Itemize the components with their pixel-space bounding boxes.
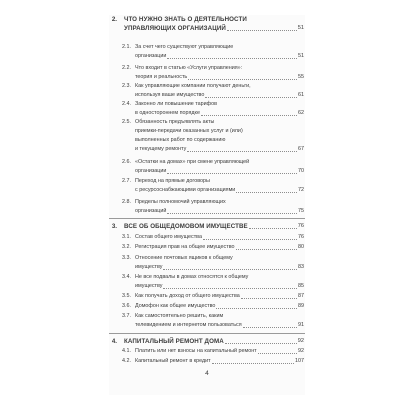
toc-entry-title-line: Законно ли повышение тарифов (135, 101, 217, 107)
toc-entry-title-line: Пределы полномочий управляющих (135, 199, 226, 205)
toc-entry-title-line: Как самостоятельно решить, каким (135, 313, 224, 319)
toc-leader-dots (163, 268, 297, 270)
toc-section (109, 64, 305, 82)
toc-entry-number: 3.5. (122, 293, 131, 299)
toc-page-number: 62 (298, 110, 304, 116)
toc-leader-dots (243, 326, 297, 328)
toc-section (109, 158, 305, 176)
toc-page-number: 92 (298, 348, 304, 354)
toc-section (109, 100, 305, 118)
toc-section (109, 357, 305, 366)
toc-entry-number: 3.4. (122, 274, 131, 280)
toc-page-number: 67 (298, 146, 304, 152)
toc-leader-dots (205, 96, 297, 98)
chapter-divider (109, 218, 305, 219)
toc-leader-dots (167, 172, 297, 174)
toc-leader-dots (167, 212, 297, 214)
toc-entry-title-line: с ресурсоснабжающими организациями (135, 187, 236, 193)
toc-entry-title-line: теория и реальность (135, 74, 188, 80)
toc-section (109, 43, 305, 61)
toc-entry-number: 2.8. (122, 199, 131, 205)
toc-page-number: 51 (298, 53, 304, 59)
toc-entry-number: 2. (111, 16, 117, 23)
toc-entry-number: 3.2. (122, 244, 131, 250)
toc-page-number: 107 (295, 358, 304, 364)
toc-entry-title-line: в одностороннем порядке (135, 110, 200, 116)
toc-entry-title-line: ЧТО НУЖНО ЗНАТЬ О ДЕЯТЕЛЬНОСТИ (124, 16, 247, 23)
toc-entry-title-line: имуществу (135, 283, 163, 289)
toc-page-number: 92 (297, 338, 304, 344)
toc-section (109, 118, 305, 154)
toc-page-number: 87 (298, 293, 304, 299)
toc-page-number: 75 (298, 208, 304, 214)
toc-leader-dots (236, 248, 297, 250)
page-number: 4 (205, 370, 209, 377)
toc-leader-dots (201, 114, 297, 116)
toc-entry-title-line: и текущему ремонту (135, 146, 187, 152)
toc-leader-dots (258, 352, 297, 354)
toc-entry-title-line: Переход на прямые договоры (135, 178, 210, 184)
toc-entry-number: 2.1. (122, 44, 131, 50)
toc-leader-dots (203, 238, 297, 240)
toc-section (109, 347, 305, 356)
toc-page-number: 72 (298, 187, 304, 193)
toc-entry-title-line: приемки-передачи оказанных услуг и (или) (135, 128, 243, 134)
toc-chapter (109, 222, 305, 231)
toc-entry-number: 2.6. (122, 159, 131, 165)
toc-page-number: 55 (298, 74, 304, 80)
toc-section (109, 177, 305, 195)
toc-entry-title-line: телевидением и интернетом пользоваться (135, 322, 242, 328)
toc-entry-title-line: Капитальный ремонт в кредит (135, 358, 211, 364)
toc-page-number: 70 (298, 168, 304, 174)
toc-entry-title-line: Не все подвалы в домах относятся к общему (135, 274, 249, 280)
toc-entry-title-line: имуществу (135, 264, 163, 270)
toc-entry-number: 4. (111, 338, 117, 345)
toc-entry-title-line: КАПИТАЛЬНЫЙ РЕМОНТ ДОМА (124, 338, 224, 345)
toc-entry-number: 2.3. (122, 83, 131, 89)
toc-entry-title-line: Как управляющие компании получают деньги, (135, 83, 251, 89)
toc-leader-dots (187, 150, 297, 152)
toc-section (109, 302, 305, 311)
toc-section (109, 292, 305, 301)
toc-chapter (109, 15, 305, 33)
toc-leader-dots (236, 191, 297, 193)
toc-entry-number: 4.1. (122, 348, 131, 354)
toc-leader-dots (227, 29, 297, 31)
toc-entry-title-line: организации (135, 168, 167, 174)
toc-leader-dots (167, 57, 297, 59)
toc-entry-title-line: Обязанность предъявлять акты (135, 119, 215, 125)
toc-leader-dots (249, 227, 297, 229)
toc-entry-title-line: организации (135, 53, 167, 59)
toc-entry-title-line: организаций (135, 208, 167, 214)
toc-leader-dots (241, 297, 297, 299)
toc-page-number: 76 (298, 234, 304, 240)
toc-entry-number: 2.5. (122, 119, 131, 125)
toc-entry-title-line: За счет чего существуют управляющие (135, 44, 234, 50)
toc-section (109, 243, 305, 252)
toc-entry-title-line: Как получать доход от общего имущества (135, 293, 240, 299)
toc-entry-number: 3.6. (122, 303, 131, 309)
toc-entry-number: 2.2. (122, 65, 131, 71)
toc-section (109, 312, 305, 330)
toc-page-number: 85 (298, 283, 304, 289)
toc-entry-title-line: Состав общего имущества (135, 234, 202, 240)
toc-entry-number: 3. (111, 223, 117, 230)
toc-entry-title-line: Что входит в статью «Услуги управления»: (135, 65, 243, 71)
toc-leader-dots (212, 362, 294, 364)
toc-leader-dots (188, 78, 297, 80)
toc-page-number: 76 (297, 223, 304, 229)
book-page (109, 15, 305, 395)
toc-page-number: 83 (298, 264, 304, 270)
toc-chapter (109, 337, 305, 346)
toc-entry-number: 3.3. (122, 255, 131, 261)
toc-leader-dots (163, 287, 297, 289)
toc-section (109, 82, 305, 100)
toc-page-number: 51 (297, 25, 304, 31)
toc-entry-title-line: используя ваше имущество (135, 92, 205, 98)
toc-page-number: 80 (298, 244, 304, 250)
toc-leader-dots (216, 307, 297, 309)
toc-entry-number: 3.7. (122, 313, 131, 319)
toc-entry-title-line: УПРАВЛЯЮЩИХ ОРГАНИЗАЦИЙ (124, 25, 226, 32)
toc-section (109, 254, 305, 272)
toc-entry-title-line: Домофон как общее имущество (135, 303, 216, 309)
toc-page-number: 61 (298, 92, 304, 98)
toc-entry-title-line: выполненных работ по содержанию (135, 137, 226, 143)
toc-entry-title-line: ВСЕ ОБ ОБЩЕДОМОВОМ ИМУЩЕСТВЕ (124, 223, 248, 230)
toc-page-number: 89 (298, 303, 304, 309)
toc-entry-title-line: «Остатки на домах» при смене управляющей (135, 159, 250, 165)
toc-section (109, 233, 305, 242)
toc-entry-title-line: Платить или нет взносы на капитальный ремонт (135, 348, 257, 354)
toc-entry-number: 2.4. (122, 101, 131, 107)
chapter-divider (109, 333, 305, 334)
toc-entry-number: 3.1. (122, 234, 131, 240)
toc-entry-title-line: Относение почтовых ящиков к общему (135, 255, 233, 261)
toc-page-number: 91 (298, 322, 304, 328)
toc-leader-dots (225, 342, 297, 344)
toc-section (109, 198, 305, 216)
toc-entry-number: 2.7. (122, 178, 131, 184)
toc-section (109, 273, 305, 291)
toc-entry-number: 4.2. (122, 358, 131, 364)
toc-entry-title-line: Регистрация прав на общее имущество (135, 244, 235, 250)
